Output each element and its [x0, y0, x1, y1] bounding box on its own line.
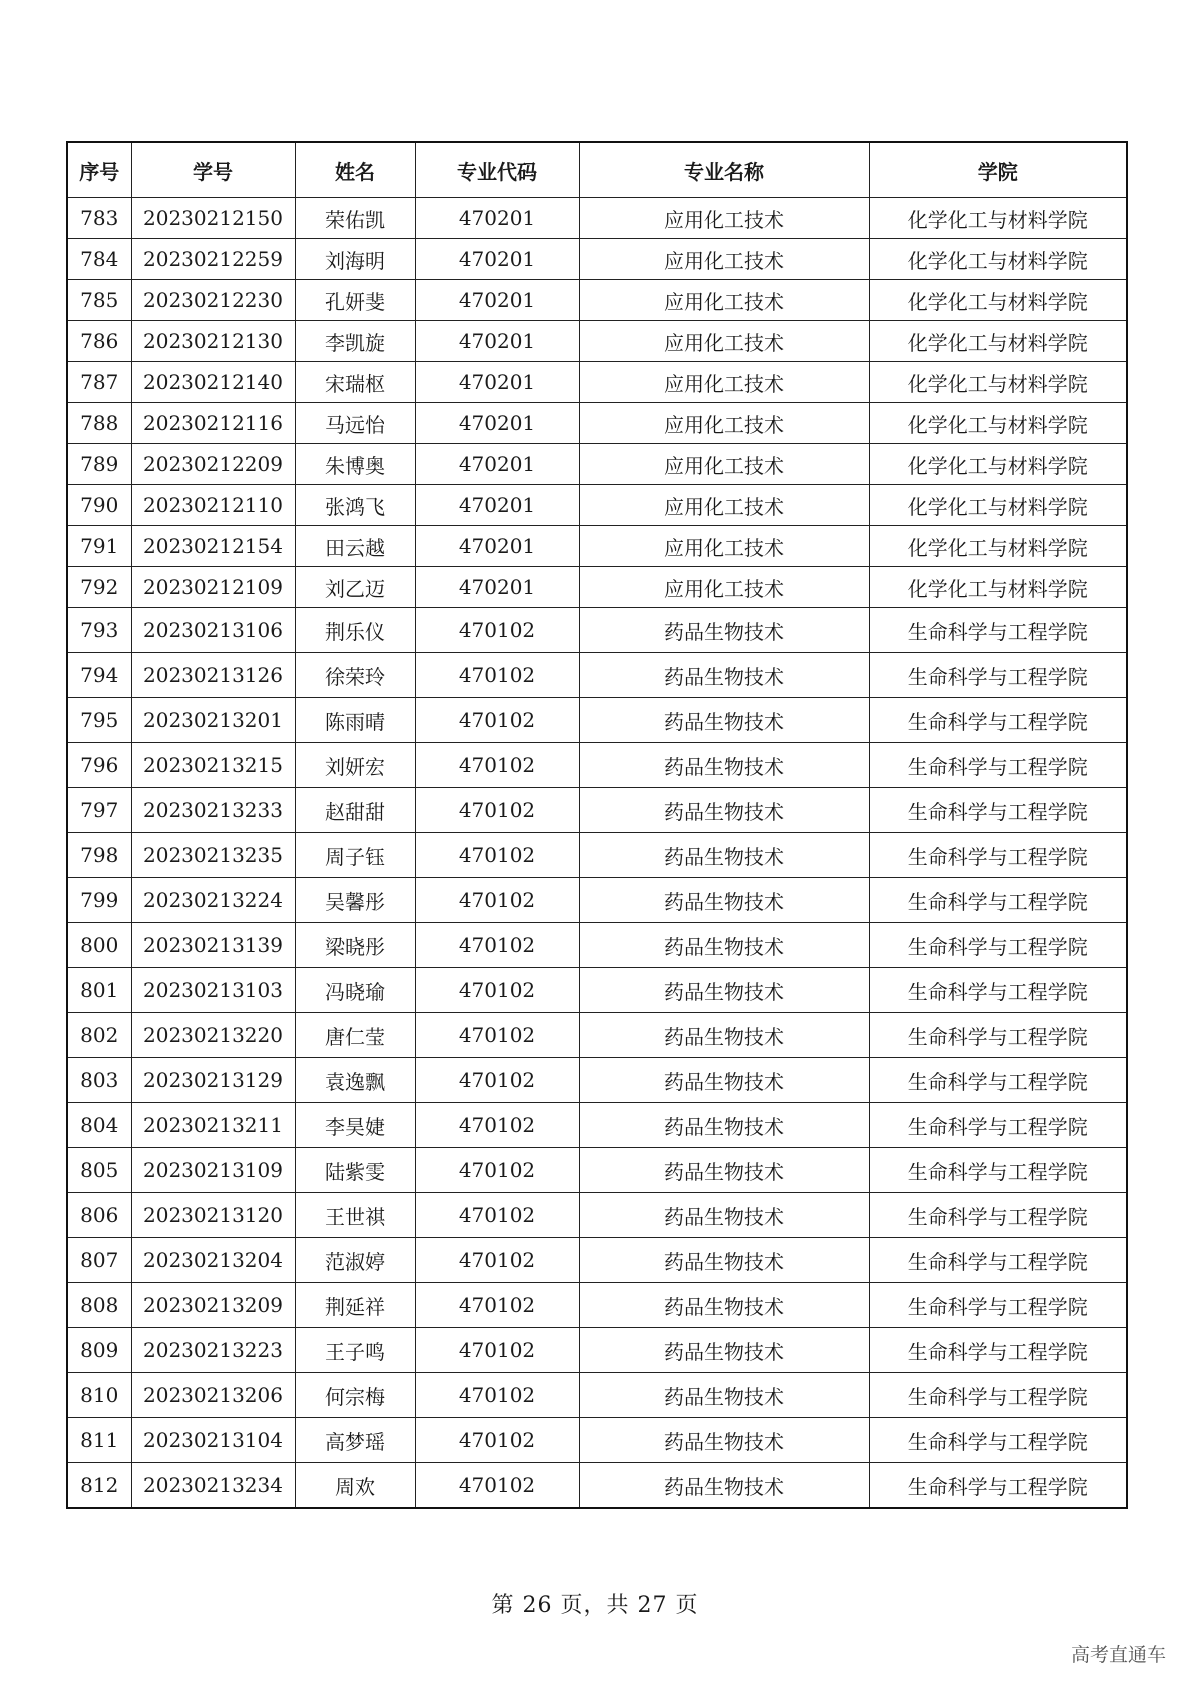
cell-major-code: 470102	[415, 878, 579, 923]
cell-name: 徐荣玲	[295, 653, 415, 698]
table-row	[67, 1238, 1127, 1283]
table-row	[67, 321, 1127, 362]
cell-college: 生命科学与工程学院	[869, 1463, 1127, 1509]
cell-major-name: 应用化工技术	[579, 239, 869, 280]
cell-name: 田云越	[295, 526, 415, 567]
cell-college: 化学化工与材料学院	[869, 321, 1127, 362]
cell-college: 生命科学与工程学院	[869, 608, 1127, 653]
cell-college: 化学化工与材料学院	[869, 567, 1127, 608]
cell-major-code: 470201	[415, 321, 579, 362]
cell-college: 生命科学与工程学院	[869, 1013, 1127, 1058]
cell-student-id: 20230213139	[131, 923, 295, 968]
cell-name: 王子鸣	[295, 1328, 415, 1373]
cell-name: 李凯旋	[295, 321, 415, 362]
cell-name: 荣佑凯	[295, 198, 415, 239]
cell-major-code: 470201	[415, 239, 579, 280]
cell-index: 788	[67, 403, 131, 444]
cell-student-id: 20230212116	[131, 403, 295, 444]
table-row	[67, 1283, 1127, 1328]
cell-student-id: 20230212110	[131, 485, 295, 526]
cell-major-name: 药品生物技术	[579, 653, 869, 698]
cell-major-code: 470102	[415, 743, 579, 788]
cell-major-name: 应用化工技术	[579, 485, 869, 526]
header-major-code: 专业代码	[415, 142, 579, 198]
cell-major-code: 470201	[415, 444, 579, 485]
cell-index: 794	[67, 653, 131, 698]
cell-index: 800	[67, 923, 131, 968]
cell-student-id: 20230213103	[131, 968, 295, 1013]
cell-college: 化学化工与材料学院	[869, 362, 1127, 403]
cell-name: 何宗梅	[295, 1373, 415, 1418]
cell-index: 809	[67, 1328, 131, 1373]
cell-college: 生命科学与工程学院	[869, 968, 1127, 1013]
cell-student-id: 20230213129	[131, 1058, 295, 1103]
cell-major-name: 药品生物技术	[579, 698, 869, 743]
cell-name: 赵甜甜	[295, 788, 415, 833]
cell-index: 806	[67, 1193, 131, 1238]
cell-major-code: 470102	[415, 1103, 579, 1148]
cell-index: 797	[67, 788, 131, 833]
cell-major-name: 应用化工技术	[579, 444, 869, 485]
cell-index: 783	[67, 198, 131, 239]
cell-college: 生命科学与工程学院	[869, 1283, 1127, 1328]
cell-index: 811	[67, 1418, 131, 1463]
cell-major-code: 470102	[415, 1463, 579, 1509]
cell-major-code: 470102	[415, 1373, 579, 1418]
table-body	[67, 198, 1127, 1509]
cell-college: 生命科学与工程学院	[869, 1058, 1127, 1103]
cell-major-code: 470102	[415, 1418, 579, 1463]
cell-college: 生命科学与工程学院	[869, 1148, 1127, 1193]
cell-major-code: 470201	[415, 403, 579, 444]
table-row	[67, 1013, 1127, 1058]
cell-student-id: 20230212230	[131, 280, 295, 321]
cell-student-id: 20230213120	[131, 1193, 295, 1238]
cell-name: 高梦瑶	[295, 1418, 415, 1463]
cell-college: 化学化工与材料学院	[869, 526, 1127, 567]
cell-major-code: 470102	[415, 698, 579, 743]
cell-index: 808	[67, 1283, 131, 1328]
cell-major-name: 药品生物技术	[579, 788, 869, 833]
cell-major-code: 470102	[415, 653, 579, 698]
cell-college: 生命科学与工程学院	[869, 653, 1127, 698]
cell-major-code: 470201	[415, 567, 579, 608]
watermark-text: 高考直通车	[1070, 1644, 1166, 1666]
cell-major-name: 药品生物技术	[579, 1238, 869, 1283]
cell-index: 789	[67, 444, 131, 485]
cell-name: 周欢	[295, 1463, 415, 1509]
table-row	[67, 1103, 1127, 1148]
cell-major-name: 药品生物技术	[579, 1418, 869, 1463]
cell-name: 李昊婕	[295, 1103, 415, 1148]
cell-index: 786	[67, 321, 131, 362]
cell-name: 刘海明	[295, 239, 415, 280]
cell-major-name: 药品生物技术	[579, 1013, 869, 1058]
cell-student-id: 20230212209	[131, 444, 295, 485]
cell-college: 生命科学与工程学院	[869, 1238, 1127, 1283]
cell-major-code: 470201	[415, 485, 579, 526]
cell-index: 795	[67, 698, 131, 743]
cell-index: 791	[67, 526, 131, 567]
cell-student-id: 20230213106	[131, 608, 295, 653]
cell-major-code: 470102	[415, 1058, 579, 1103]
cell-major-code: 470102	[415, 923, 579, 968]
table-row	[67, 743, 1127, 788]
cell-student-id: 20230213220	[131, 1013, 295, 1058]
table-row	[67, 1148, 1127, 1193]
cell-college: 化学化工与材料学院	[869, 280, 1127, 321]
table-row	[67, 280, 1127, 321]
cell-college: 生命科学与工程学院	[869, 878, 1127, 923]
cell-student-id: 20230213211	[131, 1103, 295, 1148]
cell-student-id: 20230212150	[131, 198, 295, 239]
cell-name: 张鸿飞	[295, 485, 415, 526]
table-row	[67, 1193, 1127, 1238]
cell-student-id: 20230213204	[131, 1238, 295, 1283]
table-row	[67, 608, 1127, 653]
table-row	[67, 403, 1127, 444]
cell-index: 785	[67, 280, 131, 321]
cell-student-id: 20230213215	[131, 743, 295, 788]
cell-major-code: 470102	[415, 1148, 579, 1193]
cell-student-id: 20230212259	[131, 239, 295, 280]
header-name: 姓名	[295, 142, 415, 198]
cell-name: 刘乙迈	[295, 567, 415, 608]
table-row	[67, 878, 1127, 923]
table-row	[67, 198, 1127, 239]
cell-index: 799	[67, 878, 131, 923]
table-row	[67, 239, 1127, 280]
cell-student-id: 20230213235	[131, 833, 295, 878]
cell-college: 化学化工与材料学院	[869, 444, 1127, 485]
cell-student-id: 20230213104	[131, 1418, 295, 1463]
cell-name: 周子钰	[295, 833, 415, 878]
cell-major-name: 应用化工技术	[579, 403, 869, 444]
table-row	[67, 923, 1127, 968]
cell-major-code: 470102	[415, 1193, 579, 1238]
cell-major-name: 应用化工技术	[579, 321, 869, 362]
cell-major-name: 应用化工技术	[579, 362, 869, 403]
cell-name: 范淑婷	[295, 1238, 415, 1283]
cell-student-id: 20230213233	[131, 788, 295, 833]
table-row	[67, 526, 1127, 567]
cell-name: 冯晓瑜	[295, 968, 415, 1013]
header-major-name: 专业名称	[579, 142, 869, 198]
cell-name: 陆紫雯	[295, 1148, 415, 1193]
cell-index: 810	[67, 1373, 131, 1418]
cell-major-name: 应用化工技术	[579, 526, 869, 567]
cell-major-code: 470201	[415, 362, 579, 403]
cell-name: 孔妍斐	[295, 280, 415, 321]
cell-student-id: 20230213223	[131, 1328, 295, 1373]
cell-major-code: 470201	[415, 526, 579, 567]
cell-index: 802	[67, 1013, 131, 1058]
cell-major-code: 470102	[415, 1013, 579, 1058]
cell-name: 宋瑞枢	[295, 362, 415, 403]
cell-student-id: 20230213201	[131, 698, 295, 743]
cell-major-name: 药品生物技术	[579, 878, 869, 923]
table-row	[67, 653, 1127, 698]
cell-major-name: 药品生物技术	[579, 923, 869, 968]
cell-major-code: 470102	[415, 833, 579, 878]
cell-name: 王世祺	[295, 1193, 415, 1238]
cell-major-name: 药品生物技术	[579, 1058, 869, 1103]
cell-college: 生命科学与工程学院	[869, 698, 1127, 743]
cell-index: 812	[67, 1463, 131, 1509]
cell-major-name: 应用化工技术	[579, 567, 869, 608]
cell-college: 化学化工与材料学院	[869, 198, 1127, 239]
page-number: 第 26 页，共 27 页	[491, 1593, 699, 1618]
cell-college: 生命科学与工程学院	[869, 923, 1127, 968]
cell-college: 生命科学与工程学院	[869, 1418, 1127, 1463]
cell-college: 生命科学与工程学院	[869, 1328, 1127, 1373]
cell-major-name: 药品生物技术	[579, 1328, 869, 1373]
cell-student-id: 20230212154	[131, 526, 295, 567]
cell-college: 生命科学与工程学院	[869, 833, 1127, 878]
table-header-row	[67, 142, 1127, 198]
cell-name: 唐仁莹	[295, 1013, 415, 1058]
cell-major-name: 药品生物技术	[579, 1373, 869, 1418]
cell-major-name: 药品生物技术	[579, 1148, 869, 1193]
cell-student-id: 20230213206	[131, 1373, 295, 1418]
cell-major-code: 470102	[415, 1328, 579, 1373]
cell-student-id: 20230213126	[131, 653, 295, 698]
header-student-id: 学号	[131, 142, 295, 198]
cell-major-name: 药品生物技术	[579, 1283, 869, 1328]
cell-name: 袁逸飘	[295, 1058, 415, 1103]
cell-index: 796	[67, 743, 131, 788]
table-row	[67, 1463, 1127, 1509]
cell-name: 朱博奥	[295, 444, 415, 485]
cell-name: 刘妍宏	[295, 743, 415, 788]
cell-index: 792	[67, 567, 131, 608]
cell-college: 化学化工与材料学院	[869, 485, 1127, 526]
table-row	[67, 444, 1127, 485]
cell-index: 805	[67, 1148, 131, 1193]
header-index: 序号	[67, 142, 131, 198]
cell-major-name: 药品生物技术	[579, 833, 869, 878]
cell-index: 790	[67, 485, 131, 526]
cell-index: 787	[67, 362, 131, 403]
cell-college: 化学化工与材料学院	[869, 239, 1127, 280]
table-row	[67, 567, 1127, 608]
cell-name: 荆延祥	[295, 1283, 415, 1328]
cell-student-id: 20230213109	[131, 1148, 295, 1193]
cell-college: 生命科学与工程学院	[869, 1103, 1127, 1148]
student-list-table	[66, 141, 1128, 1509]
table-row	[67, 833, 1127, 878]
cell-major-name: 药品生物技术	[579, 608, 869, 653]
cell-index: 793	[67, 608, 131, 653]
cell-college: 生命科学与工程学院	[869, 1373, 1127, 1418]
cell-student-id: 20230212109	[131, 567, 295, 608]
header-college: 学院	[869, 142, 1127, 198]
table-row	[67, 698, 1127, 743]
cell-college: 生命科学与工程学院	[869, 743, 1127, 788]
cell-college: 生命科学与工程学院	[869, 788, 1127, 833]
table-row	[67, 1058, 1127, 1103]
cell-major-code: 470201	[415, 198, 579, 239]
table-row	[67, 1373, 1127, 1418]
cell-student-id: 20230213209	[131, 1283, 295, 1328]
cell-major-code: 470102	[415, 608, 579, 653]
cell-student-id: 20230213224	[131, 878, 295, 923]
cell-major-code: 470102	[415, 1238, 579, 1283]
table-row	[67, 968, 1127, 1013]
cell-major-code: 470102	[415, 1283, 579, 1328]
cell-major-name: 药品生物技术	[579, 1103, 869, 1148]
cell-major-name: 药品生物技术	[579, 1193, 869, 1238]
table-row	[67, 362, 1127, 403]
cell-name: 荆乐仪	[295, 608, 415, 653]
cell-major-name: 药品生物技术	[579, 1463, 869, 1509]
cell-name: 陈雨晴	[295, 698, 415, 743]
table-row	[67, 788, 1127, 833]
cell-major-name: 药品生物技术	[579, 968, 869, 1013]
table-row	[67, 1328, 1127, 1373]
cell-index: 784	[67, 239, 131, 280]
cell-major-code: 470102	[415, 788, 579, 833]
cell-index: 803	[67, 1058, 131, 1103]
cell-index: 801	[67, 968, 131, 1013]
table-row	[67, 485, 1127, 526]
cell-student-id: 20230212140	[131, 362, 295, 403]
cell-index: 807	[67, 1238, 131, 1283]
table-row	[67, 1418, 1127, 1463]
cell-student-id: 20230212130	[131, 321, 295, 362]
cell-major-code: 470201	[415, 280, 579, 321]
cell-index: 804	[67, 1103, 131, 1148]
cell-index: 798	[67, 833, 131, 878]
cell-name: 梁晓彤	[295, 923, 415, 968]
cell-college: 化学化工与材料学院	[869, 403, 1127, 444]
cell-major-name: 药品生物技术	[579, 743, 869, 788]
cell-name: 吴馨彤	[295, 878, 415, 923]
cell-major-name: 应用化工技术	[579, 198, 869, 239]
cell-major-name: 应用化工技术	[579, 280, 869, 321]
cell-major-code: 470102	[415, 968, 579, 1013]
cell-college: 生命科学与工程学院	[869, 1193, 1127, 1238]
cell-name: 马远怡	[295, 403, 415, 444]
cell-student-id: 20230213234	[131, 1463, 295, 1509]
